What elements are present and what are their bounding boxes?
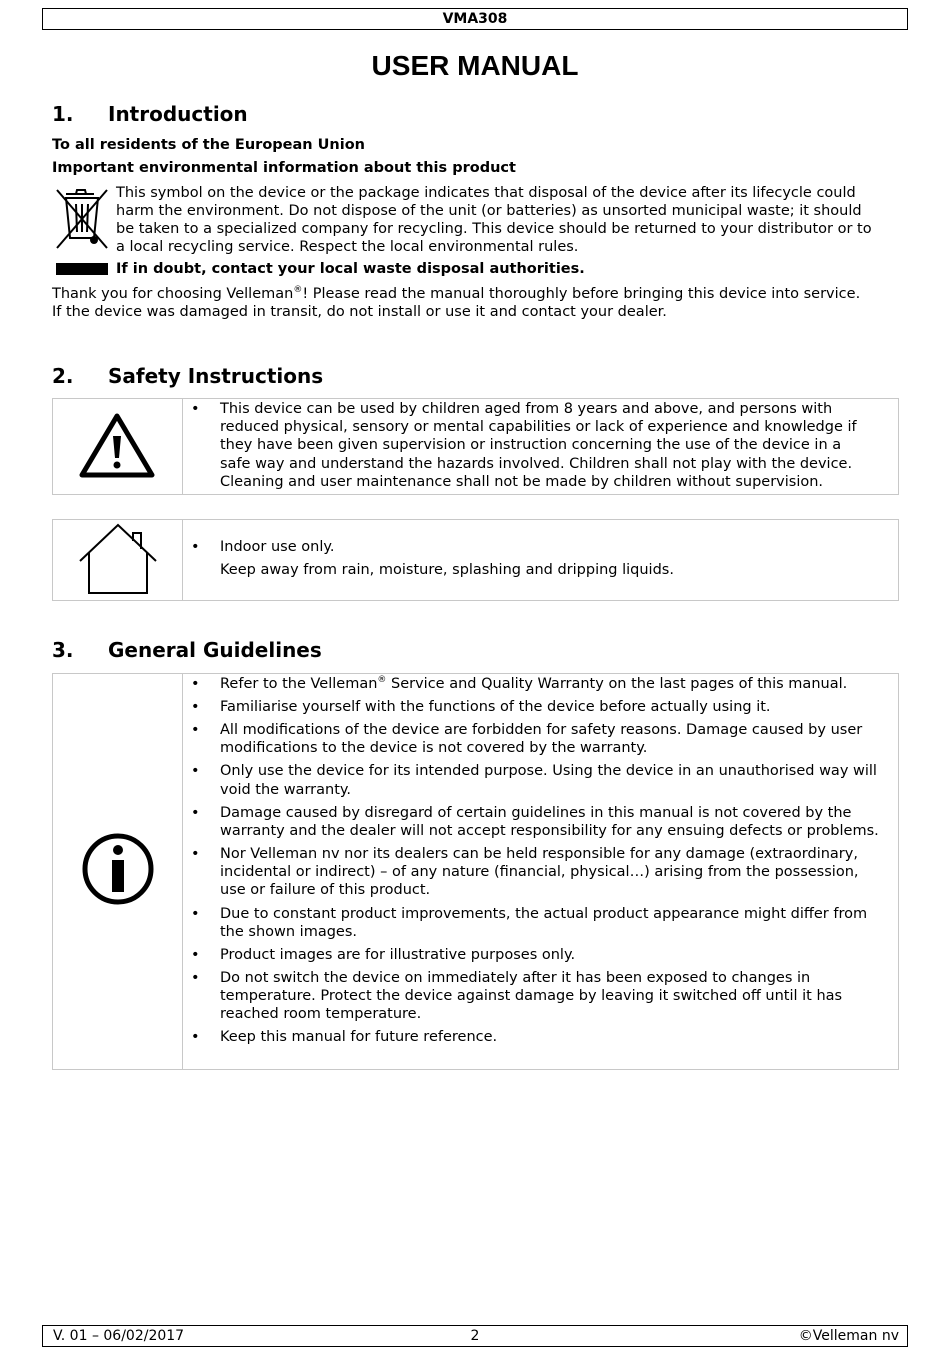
section-number: 1. (52, 102, 74, 126)
guideline-item: • Product images are for illustrative purposes only. (183, 946, 898, 964)
guideline-item: • Only use the device for its intended purpose. Using the device in an unauthorised way will void the warranty. (183, 762, 898, 798)
info-icon-cell (53, 674, 183, 1069)
black-bar-symbol (56, 263, 108, 275)
footer-page-number: 2 (470, 1328, 480, 1344)
document-title: USER MANUAL (371, 50, 579, 81)
indoor-note: Keep away from rain, moisture, splashing and dripping liquids. (220, 562, 674, 579)
guideline-item: • Familiarise yourself with the functions of the device before actually using it. (183, 698, 898, 716)
section-number: 3. (52, 638, 74, 662)
crossed-bin-icon (54, 186, 110, 252)
footer (42, 1325, 908, 1347)
section-title: Introduction (108, 102, 248, 126)
house-icon (78, 523, 158, 595)
guideline-item: • Nor Velleman nv nor its dealers can be held responsible for any damage (extraordinary, incidental or indirect) – of any nature (financial, physical…) arising from the possession, use or failure of this product. (183, 845, 898, 900)
guideline-item: • Keep this manual for future reference. (183, 1028, 898, 1046)
footer-copyright: ©Velleman nv (798, 1328, 899, 1344)
section-safety-heading (52, 364, 323, 388)
damaged-line: If the device was damaged in transit, do not install or use it and contact your dealer. (52, 304, 667, 320)
warning-content (183, 400, 898, 496)
warning-icon-cell (53, 399, 183, 494)
indoor-content (183, 538, 898, 579)
symbol-line-4: a local recycling service. Respect the local environmental rules. (116, 239, 579, 255)
warning-triangle-icon (79, 412, 155, 478)
environmental-info-line: Important environmental information about this product (52, 160, 516, 176)
indoor-box (52, 519, 899, 601)
doubt-line: If in doubt, contact your local waste disposal authorities. (116, 261, 585, 277)
guidelines-content (183, 675, 898, 1052)
section-number: 2. (52, 364, 74, 388)
house-icon-cell (53, 520, 183, 600)
section-introduction-heading (52, 102, 248, 126)
footer-version: V. 01 – 06/02/2017 (53, 1328, 185, 1344)
eu-residents-line: To all residents of the European Union (52, 137, 365, 153)
guidelines-box (52, 673, 899, 1070)
section-guidelines-heading (52, 638, 322, 662)
guideline-item: • Do not switch the device on immediately after it has been exposed to changes in temperature. Protect the device against damage by leaving it switched off until it has reached room temperature. (183, 969, 898, 1024)
thanks-line: Thank you for choosing Velleman®! Please read the manual thoroughly before bringing this device into service. (52, 285, 861, 302)
section-title: Safety Instructions (108, 364, 324, 388)
guideline-item: • All modifications of the device are forbidden for safety reasons. Damage caused by user modifications to the device is not covered by the warranty. (183, 721, 898, 757)
guideline-item: • Damage caused by disregard of certain guidelines in this manual is not covered by the warranty and the dealer will not accept responsibility for any ensuing defects or problems. (183, 804, 898, 840)
warning-item: • This device can be used by children aged from 8 years and above, and persons with reduced physical, sensory or mental capabilities or lack of experience and knowledge if they have been given supervision or instruction concerning the use of the device in a safe way and understand the hazards involved. Children shall not play with the device. Cleaning and user maintenance shall not be made by children without supervision. (183, 400, 898, 491)
warning-box (52, 398, 899, 495)
guideline-item: • Due to constant product improvements, the actual product appearance might differ from the shown images. (183, 905, 898, 941)
info-icon (81, 832, 155, 906)
guideline-item: • Refer to the Velleman® Service and Quality Warranty on the last pages of this manual. (183, 675, 898, 693)
symbol-line-1: This symbol on the device or the package indicates that disposal of the device after its lifecycle could (116, 185, 856, 201)
symbol-line-2: harm the environment. Do not dispose of the unit (or batteries) as unsorted municipal waste; it should (116, 203, 862, 219)
symbol-line-3: be taken to a specialized company for recycling. This device should be returned to your distributor or to (116, 221, 872, 237)
header-model: VMA308 (42, 8, 908, 30)
indoor-item: • Indoor use only. (183, 538, 898, 556)
section-title: General Guidelines (108, 638, 322, 662)
